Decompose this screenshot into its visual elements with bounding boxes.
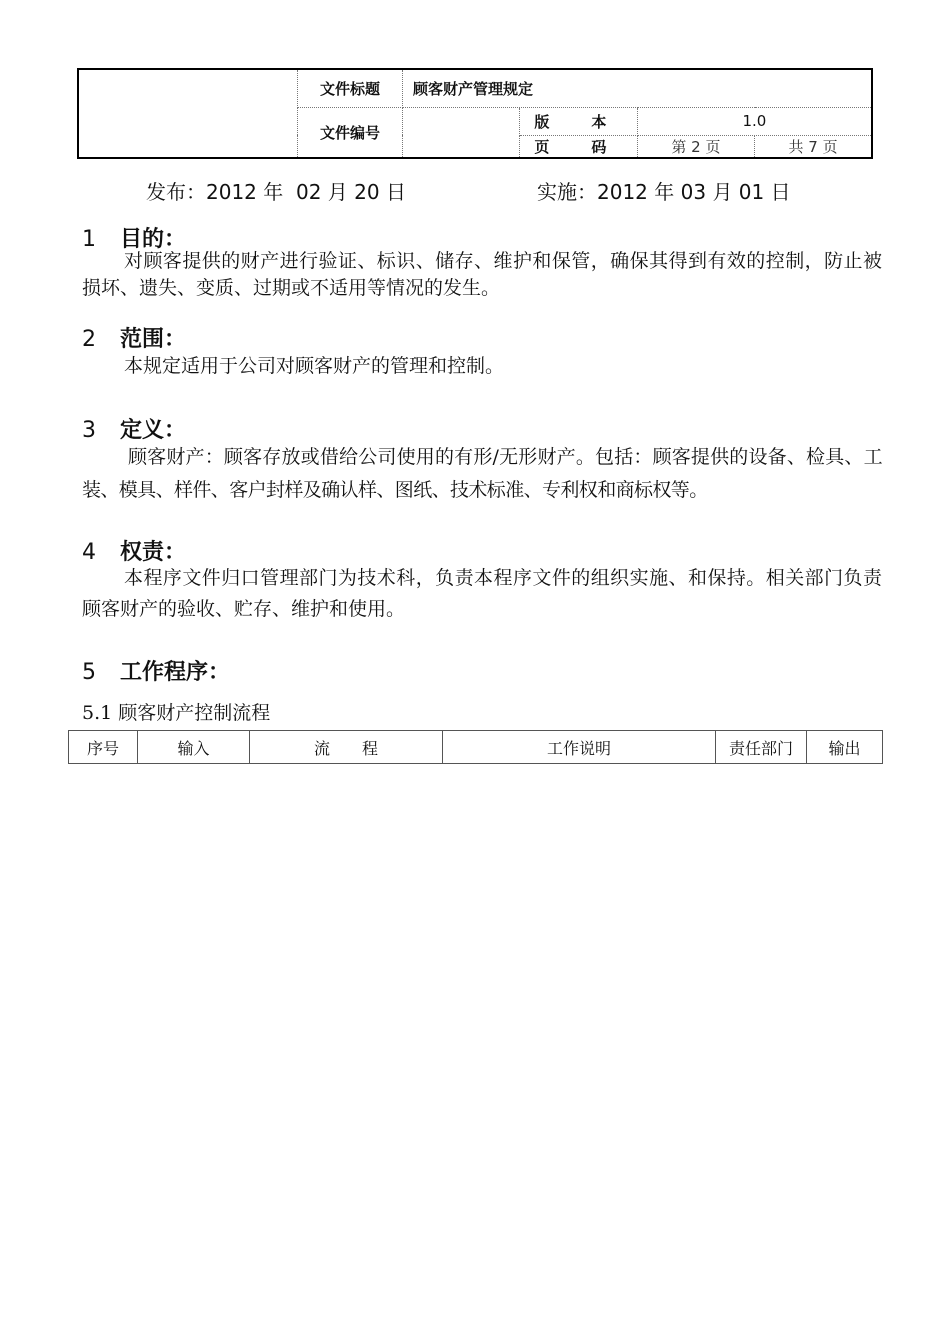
subsection-title: 5.1 顾客财产控制流程 [82, 702, 271, 724]
col-header-no: 序号 [69, 731, 138, 764]
publish-date: 发布：2012 年 02 月 20 日 [146, 180, 406, 204]
section-text-scope: 本规定适用于公司对顾客财产的管理和控制。 [124, 355, 505, 377]
section-text-responsibility: 本程序文件归口管理部门为技术科，负责本程序文件的组织实施、和保持。相关部门负责顾客财产的验收、贮存、维护和使用。 [82, 567, 882, 620]
col-header-department: 责任部门 [716, 731, 807, 764]
code-label: 文件编号 [298, 108, 403, 158]
section-heading-definition: 3 定义： [82, 418, 187, 443]
effective-date: 实施：2012 年 03 月 01 日 [537, 180, 791, 204]
col-header-input: 输入 [138, 731, 250, 764]
col-header-description: 工作说明 [443, 731, 716, 764]
document-header-table [77, 68, 873, 159]
version-label: 版本 [520, 108, 637, 135]
section-text-definition: 顾客财产：顾客存放或借给公司使用的有形/无形财产。包括：顾客提供的设备、检具、工装、模具、样件、客户封样及确认样、图纸、技术标准、专利权和商标权等。 [82, 446, 882, 501]
section-text-purpose: 对顾客提供的财产进行验证、标识、储存、维护和保管，确保其得到有效的控制，防止被损坏、遗失、变质、过期或不适用等情况的发生。 [82, 250, 882, 299]
title-label: 文件标题 [298, 69, 403, 108]
section-heading-scope: 2 范围： [82, 327, 187, 352]
col-header-output: 输出 [807, 731, 883, 764]
flow-table [68, 730, 883, 764]
page-total: 共 7 页 [755, 135, 872, 158]
document-code [403, 108, 520, 158]
section-heading-procedure: 5 工作程序： [82, 660, 231, 685]
col-header-process: 流 程 [250, 731, 443, 764]
page-label: 页码 [520, 135, 637, 158]
flow-table-header-row [69, 731, 883, 764]
page-current: 第 2 页 [637, 135, 754, 158]
version-value: 1.0 [637, 108, 872, 135]
section-heading-responsibility: 4 权责： [82, 540, 187, 565]
section-heading-purpose: 1 目的： [82, 227, 187, 252]
logo-cell [78, 69, 298, 158]
document-title: 顾客财产管理规定 [403, 69, 873, 108]
